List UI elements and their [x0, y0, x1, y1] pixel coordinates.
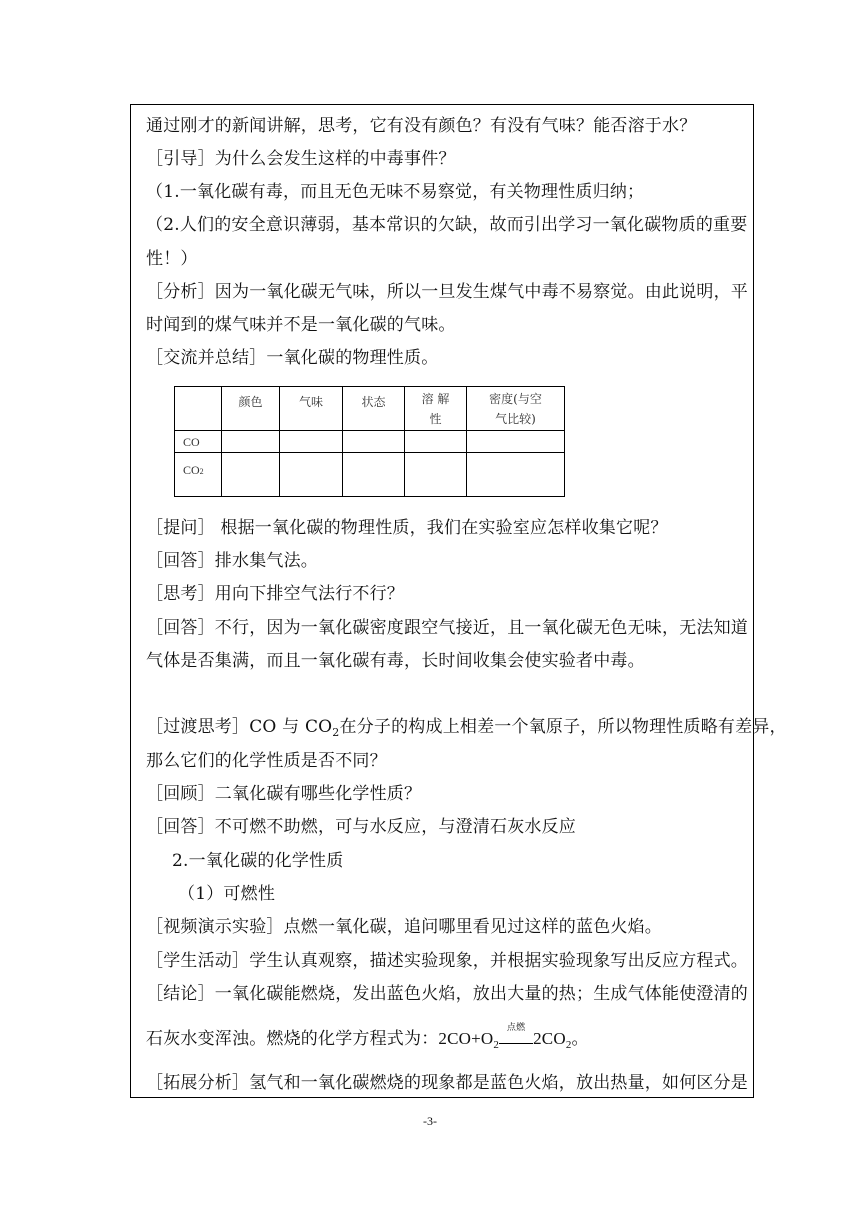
text-line: ［学生活动］学生认真观察，描述实验现象，并根据实验现象写出反应方程式。	[146, 951, 748, 971]
table-cell	[280, 431, 343, 453]
page-number: -3-	[423, 1114, 437, 1128]
text-line: 气体是否集满，而且一氧化碳有毒，长时间收集会使实验者中毒。	[146, 651, 645, 671]
table-cell	[280, 453, 343, 497]
section-heading: 2.一氧化碳的化学性质	[172, 851, 344, 871]
table-cell	[467, 453, 565, 497]
text-line: ［交流并总结］一氧化碳的物理性质。	[146, 348, 439, 368]
text-line: ［提问］ 根据一氧化碳的物理性质，我们在实验室应怎样收集它呢？	[146, 518, 668, 538]
table-cell	[405, 453, 467, 497]
table-row	[175, 431, 565, 453]
text-line: ［结论］一氧化碳能燃烧，发出蓝色火焰，放出大量的热；生成气体能使澄清的	[146, 984, 748, 1004]
text-line: ［分析］因为一氧化碳无气味，所以一旦发生煤气中毒不易察觉。由此说明，平	[146, 282, 748, 302]
table-row-label: CO	[175, 431, 222, 453]
text-line: ［回答］不可燃不助燃，可与水反应，与澄清石灰水反应	[146, 817, 576, 837]
table-cell	[467, 431, 565, 453]
table-row-label: CO2	[175, 453, 222, 497]
text-line: 那么它们的化学性质是否不同？	[146, 751, 387, 771]
table-header-cell: 气味	[280, 387, 343, 431]
subsection-heading: （1）可燃性	[178, 884, 276, 904]
table-header-cell: 状态	[343, 387, 405, 431]
table-cell	[343, 431, 405, 453]
reaction-arrow: 点燃	[499, 1034, 533, 1044]
text-line: 石灰水变浑浊。燃烧的化学方程式为：$2CO+O_2$ 点燃 $2CO_2$。	[146, 1022, 589, 1051]
text-line: 时闻到的煤气味并不是一氧化碳的气味。	[146, 315, 456, 335]
text-line: ［回顾］二氧化碳有哪些化学性质？	[146, 784, 422, 804]
table-cell	[405, 431, 467, 453]
table-header-cell	[175, 387, 222, 431]
table-cell	[222, 453, 280, 497]
text-line: ［回答］排水集气法。	[146, 551, 318, 571]
table-header-cell: 溶 解 性	[405, 387, 467, 431]
text-line: 通过刚才的新闻讲解，思考，它有没有颜色？有没有气味？能否溶于水？	[146, 116, 697, 136]
text-line: ［视频演示实验］点燃一氧化碳，追问哪里看见过这样的蓝色火焰。	[146, 917, 662, 937]
chemical-equation: $2CO+O_2$ 点燃 $2CO_2$	[438, 1022, 572, 1051]
table-cell	[222, 431, 280, 453]
table-header-cell: 密度(与空 气比较)	[467, 387, 565, 431]
text-line: （1.一氧化碳有毒，而且无色无味不易察觉，有关物理性质归纳；	[146, 182, 645, 202]
text-line: 性！）	[146, 249, 198, 269]
table-header-row	[175, 387, 565, 431]
table-row	[175, 453, 565, 497]
table-header-cell: 颜色	[222, 387, 280, 431]
text-line: ［拓展分析］氢气和一氧化碳燃烧的现象都是蓝色火焰，放出热量，如何区分是	[146, 1073, 748, 1093]
table-cell	[343, 453, 405, 497]
text-line: ［过渡思考］CO 与 $CO_2$在分子的构成上相差一个氧原子，所以物理性质略有差异，	[146, 717, 787, 739]
text-line: ［思考］用向下排空气法行不行？	[146, 584, 404, 604]
text-line: （2.人们的安全意识薄弱，基本常识的欠缺，故而引出学习一氧化碳物质的重要	[146, 215, 748, 235]
text-line: ［回答］不行，因为一氧化碳密度跟空气接近，且一氧化碳无色无味，无法知道	[146, 618, 748, 638]
physical-properties-table	[174, 386, 565, 497]
text-line: ［引导］为什么会发生这样的中毒事件？	[146, 149, 456, 169]
